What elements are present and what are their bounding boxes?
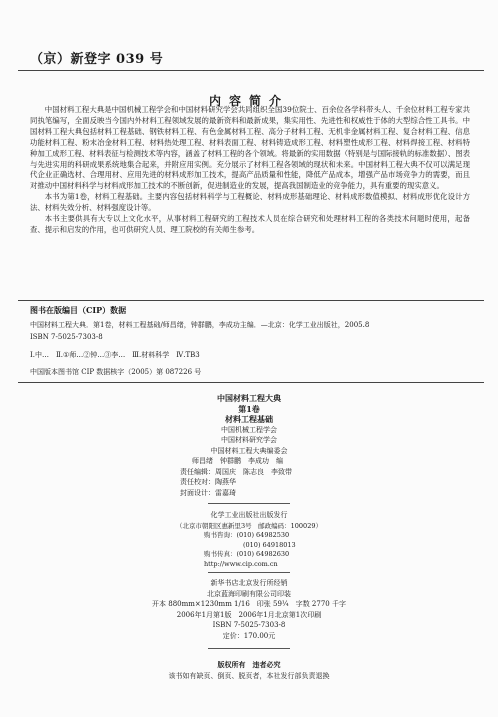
cover-designer: 封面设计：雷嘉琦 [180, 488, 236, 497]
cip-bottom-divider [18, 382, 484, 383]
publisher-url: http://www.cip.com.cn [204, 559, 278, 568]
sales-phone-number: (010) 64918013 [243, 540, 296, 549]
edition-info: 2006年1月第1版 2006年1月北京第1次印刷 [176, 610, 322, 619]
publisher-block [0, 510, 498, 531]
cip-line: 中国材料工程大典．第1卷，材料工程基础/师昌绪，钟群鹏，李成功主编．—北京：化学工业出版社，2005.8 [30, 321, 370, 329]
sales-phone-number: (010) 64982530 [236, 531, 290, 539]
intro-title: 内容简介 [208, 94, 289, 108]
intro-paragraph: 中国材料工程大典是中国机械工程学会和中国材料研究学会共同组织全国39位院士、百余位各学科带头人、千余位材料工程专家共同执笔编写，全面反映当今国内外材料工程领域发展的最新资料和最新成果，集实用性、先进性和权威性于体的大型综合性工具书。中国材料工程大典包括材料工程基础、钢铁材料工程、有色金属材料工程、高分子材料工程、无机非金属材料工程、复合材料工程、信息功能材料工程、粉末冶金材料工程、材料热处理工程、材料表面工程、材料铸造成形工程、材料塑性成形工程、材料焊接工程、材料特种加工成形工程、材料表征与检测技术等内容，涵盖了材料工程的各个领域。将最新的实用数据（特别是与国际接轨的标准数据）、图表与先进实用的科研成果系统地集合起来，并附应用实例。充分展示了材料工程各领域的现状和未来。中国材料工程大典不仅可以满足现代企业正确选材、合理用材、应用先进的材料成形加工技术，提高产品质量和性能，降低产品成本，增强产品市场竞争力的需要，而且对推动中国材料科学与材料成形加工技术的不断创新，促进制造业的发展，提高我国制造业的竞争能力，具有重要的现实意义。 [30, 105, 470, 191]
sales-phone-label: 购书咨询： [204, 531, 237, 539]
intro-text [30, 105, 470, 236]
organization: 中国材料工程大典编委会 [210, 446, 288, 455]
credits-block [180, 456, 360, 498]
copyright-block [0, 660, 498, 681]
license-number: （京）新登字 039 号 [30, 52, 164, 67]
volume-subtitle: 材料工程基础 [225, 414, 273, 424]
volume-number: 第1卷 [238, 403, 260, 414]
publisher-name: 化学工业出版社出版发行 [210, 511, 288, 519]
intro-paragraph: 本书主要供具有大专以上文化水平，从事材料工程研究的工程技术人员在综合研究和处理材料工程的各类技术问题时使用，起备查、提示和启发的作用，也可供研究人员、理工院校的有关师生参考。 [30, 214, 470, 234]
sales-fax [204, 550, 344, 560]
organization: 中国材料研究学会 [221, 436, 277, 444]
top-divider [18, 70, 484, 71]
divider [208, 572, 290, 573]
isbn: ISBN 7-5025-7303-8 [212, 621, 286, 629]
publisher-address: （北京市朝阳区惠新里3号 邮政编码：100029） [176, 521, 322, 530]
distributor: 新华书店北京发行所经销 [210, 579, 288, 587]
book-title-block [0, 393, 498, 456]
sales-fax-number: (010) 64982630 [236, 550, 290, 558]
sales-phone [204, 531, 344, 541]
cip-divider [18, 300, 484, 301]
organization: 中国机械工程学会 [221, 425, 277, 434]
divider [208, 648, 290, 649]
proofreader: 责任校对：陶燕华 [180, 478, 236, 486]
print-info-block [0, 578, 498, 641]
series-title: 中国材料工程大典 [217, 393, 281, 403]
return-policy: 该书如有缺页、倒页、脱页者，本社发行部负责退换 [168, 671, 330, 680]
printer: 北京蓝海印刷有限公司印装 [207, 589, 291, 598]
book-format: 开本 880mm×1230mm 1/16 印张 59¼ 字数 2770 千字 [152, 600, 346, 608]
cip-title: 图书在版编目（CIP）数据 [30, 305, 127, 315]
contact-block [204, 531, 344, 569]
intro-paragraph: 本书为第1卷，材料工程基础。主要内容包括材料科学与工程概论、材料成形基础理论、材料成形数值模拟、材料成形优化设计方法、材料失效分析、材料强度设计等。 [30, 192, 470, 213]
divider [208, 503, 290, 504]
cip-record-number: 中国版本图书馆 CIP 数据核字（2005）第 087226 号 [30, 368, 202, 376]
cip-isbn: ISBN 7-5025-7303-8 [30, 333, 103, 341]
price: 定价：170.00元 [222, 631, 276, 640]
sales-fax-label: 购书传真： [204, 550, 237, 558]
responsible-editor: 责任编辑：周国庆 陈志良 李致带 [180, 467, 292, 476]
editors: 师昌绪 钟群鹏 李成功 编 [192, 457, 283, 465]
cip-classification: Ⅰ.中… Ⅱ.①师…②钟…③李… Ⅲ.材料科学 Ⅳ.TB3 [30, 351, 200, 359]
copyright-notice: 版权所有 违者必究 [217, 660, 281, 669]
